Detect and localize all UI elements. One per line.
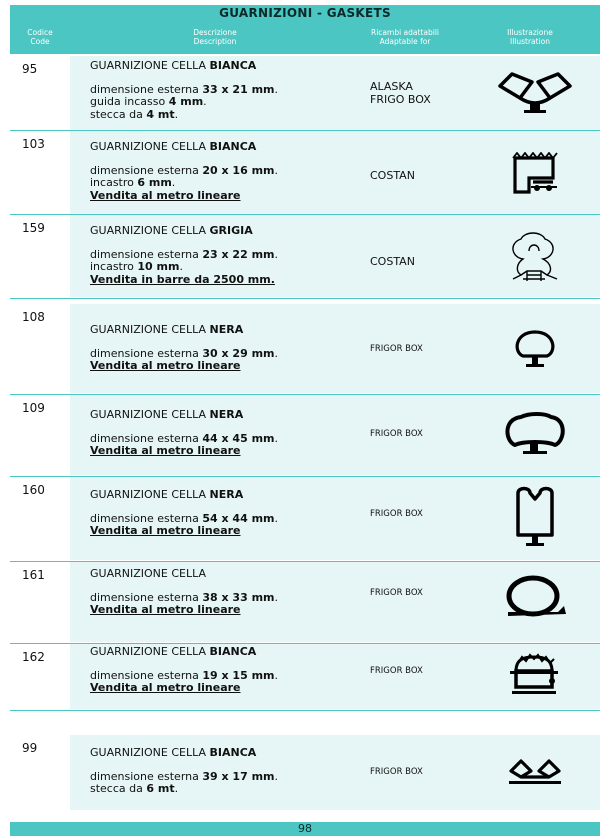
serrated-gasket-icon: [480, 646, 590, 706]
row-divider: [10, 561, 600, 562]
table-row: [10, 215, 600, 297]
sale-note: Vendita al metro lineare: [90, 524, 241, 537]
row-content: [70, 215, 600, 297]
adaptable-for: FRIGOR BOX: [370, 429, 423, 439]
product-description: GUARNIZIONE CELLA NERA dimensione esterna 30 x 29 mm. Vendita al metro lineare: [90, 324, 390, 373]
row-divider: [10, 476, 600, 477]
row-divider: [10, 643, 600, 644]
row-divider: [10, 394, 600, 395]
row-content: [70, 477, 600, 560]
product-description: GUARNIZIONE CELLA dimensione esterna 38 x 33 mm. Vendita al metro lineare: [90, 568, 390, 617]
row-divider: [10, 214, 600, 215]
table-row: [10, 56, 600, 130]
double-lobe-gasket-icon: [480, 62, 590, 122]
row-divider: [10, 298, 600, 299]
adaptable-for: FRIGOR BOX: [370, 666, 423, 676]
magnetic-frame-gasket-icon: [480, 145, 590, 203]
row-content: [70, 56, 600, 130]
row-content: [70, 395, 600, 475]
row-divider: [10, 130, 600, 131]
wide-bulb-gasket-icon: [480, 405, 590, 465]
product-code: 108: [10, 304, 70, 393]
product-code: 162: [10, 644, 70, 709]
table-row: [10, 304, 600, 393]
row-divider: [10, 710, 600, 711]
product-code: 159: [10, 215, 70, 297]
sale-note: Vendita al metro lineare: [90, 188, 241, 202]
twin-diamond-gasket-icon: [480, 747, 590, 795]
sale-note: Vendita al metro lineare: [90, 444, 241, 457]
row-content: [70, 644, 600, 709]
product-code: 160: [10, 477, 70, 560]
product-code: 161: [10, 562, 70, 642]
table-row: [10, 735, 600, 810]
product-code: 109: [10, 395, 70, 475]
product-description: GUARNIZIONE CELLA BIANCA dimensione esterna 19 x 15 mm. Vendita al metro lineare: [90, 646, 390, 695]
product-description: GUARNIZIONE CELLA BIANCA dimensione esterna 33 x 21 mm. guida incasso 4 mm. stecca da 4 mt.: [90, 59, 278, 121]
row-content: [70, 562, 600, 642]
product-code: 95: [10, 56, 70, 130]
round-bulb-gasket-icon: [480, 322, 590, 378]
tall-bulb-gasket-icon: [480, 483, 590, 553]
product-code: 99: [10, 735, 70, 810]
table-header: [10, 22, 600, 54]
adaptable-for: COSTAN: [370, 169, 415, 182]
table-row: [10, 562, 600, 642]
header-adaptable: Ricambi adattabili Adaptable for: [371, 28, 439, 46]
bulb-gasket-icon: [480, 227, 590, 289]
product-code: 103: [10, 131, 70, 214]
adaptable-for: FRIGOR BOX: [370, 767, 423, 777]
product-description: GUARNIZIONE CELLA NERA dimensione esterna 54 x 44 mm. Vendita al metro lineare: [90, 489, 390, 538]
adaptable-for: FRIGOR BOX: [370, 588, 423, 598]
table-row: [10, 477, 600, 560]
header-description: Descrizione Description: [193, 28, 237, 46]
adaptable-for: COSTAN: [370, 255, 415, 268]
adaptable-for: ALASKA FRIGO BOX: [370, 80, 431, 106]
sale-note: Vendita in barre da 2500 mm.: [90, 272, 275, 286]
adaptable-for: FRIGOR BOX: [370, 509, 423, 519]
header-code: Codice Code: [27, 28, 53, 46]
product-description: GUARNIZIONE CELLA BIANCA dimensione esterna 39 x 17 mm. stecca da 6 mt.: [90, 746, 278, 795]
table-row: [10, 131, 600, 214]
header-illustration: Illustrazione Illustration: [507, 28, 553, 46]
product-description: GUARNIZIONE CELLA NERA dimensione esterna 44 x 45 mm. Vendita al metro lineare: [90, 409, 390, 458]
page-title: GUARNIZIONI - GASKETS: [10, 5, 600, 22]
product-description: GUARNIZIONE CELLA BIANCA dimensione esterna 20 x 16 mm. incastro 6 mm. Vendita al metro lineare: [90, 141, 390, 202]
row-content: [70, 735, 600, 810]
row-content: [70, 131, 600, 214]
page-number: 98: [10, 822, 600, 836]
sale-note: Vendita al metro lineare: [90, 681, 241, 694]
table-row: [10, 395, 600, 475]
row-content: [70, 304, 600, 393]
oval-gasket-icon: [480, 568, 590, 630]
adaptable-for: FRIGOR BOX: [370, 344, 423, 354]
sale-note: Vendita al metro lineare: [90, 359, 241, 372]
table-row: [10, 644, 600, 709]
sale-note: Vendita al metro lineare: [90, 603, 241, 616]
product-description: GUARNIZIONE CELLA GRIGIA dimensione esterna 23 x 22 mm. incastro 10 mm. Vendita in barre da 2500 mm.: [90, 225, 390, 286]
